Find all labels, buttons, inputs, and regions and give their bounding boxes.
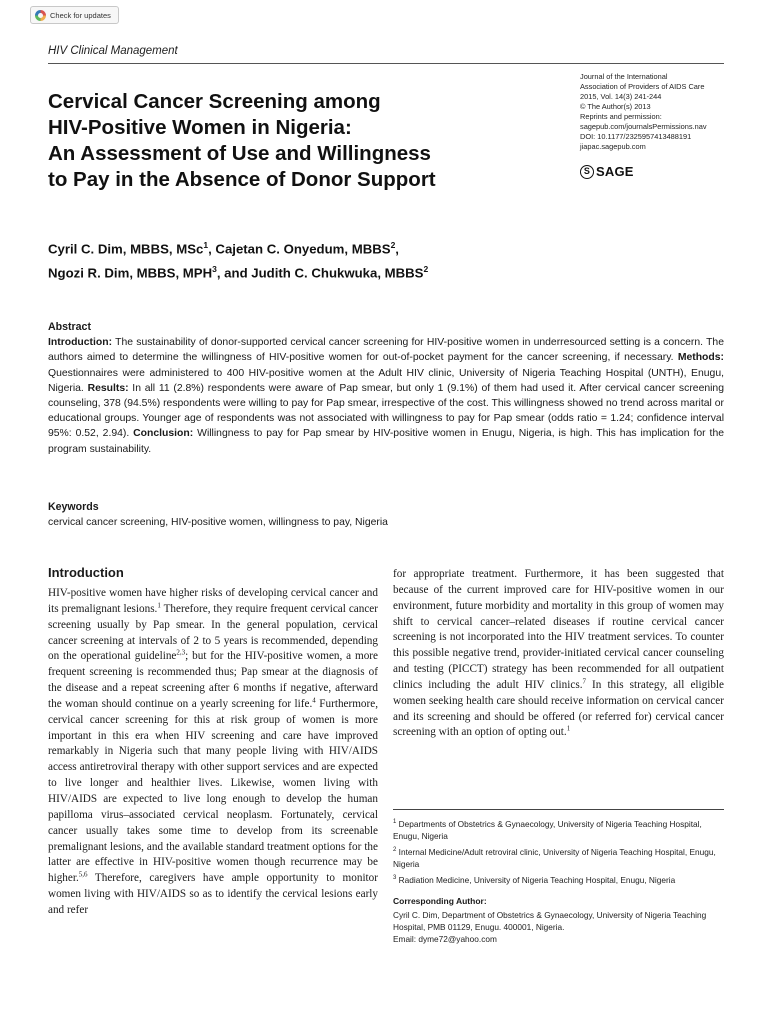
journal-line: Journal of the International: [580, 72, 668, 81]
corresponding-author: [393, 909, 724, 946]
header-rule: [48, 63, 724, 64]
journal-site-link[interactable]: jiapac.sagepub.com: [580, 142, 646, 151]
author-name: Cyril C. Dim, MBBS, MSc: [48, 241, 204, 257]
footnote-text: Departments of Obstetrics & Gynaecology, University of Nigeria Teaching Hospital, Enugu, Nigeria: [393, 818, 702, 841]
citation-sup[interactable]: 2,3: [176, 648, 186, 657]
author-line: [48, 235, 708, 259]
body-column-left: [48, 586, 378, 919]
abstract-text: The sustainability of donor-supported cervical cancer screening for HIV-positive women in underresourced setting is a concern. The authors aimed to determine the willingness of HIV-positive women for out-of-pocket payment for the cancer screening, if necessary.: [48, 337, 724, 364]
journal-line: 2015, Vol. 14(3) 241-244: [580, 92, 662, 101]
author-name: Ngozi R. Dim, MBBS, MPH: [48, 265, 213, 281]
introduction-heading: Introduction: [48, 565, 124, 580]
body-text: ; but for the HIV-positive women, a more frequent screening is recommended thus; Pap smear at the diagnosis of the disease and a repeat screening after 6 months if negative, afterward the woman should continue on a yearly screening for life.: [48, 650, 379, 710]
author-list: [48, 235, 708, 284]
section-name: HIV Clinical Management: [48, 45, 178, 57]
body-text: In this strategy, all eligible women seeking health care should receive information on cervical cancer and its screening and should be offered (or referred for) cervical cancer screening with an option of opting out.: [393, 678, 725, 739]
abstract-label: Conclusion:: [133, 428, 194, 440]
title-line: HIV-Positive Women in Nigeria:: [48, 116, 352, 139]
citation-sup[interactable]: 4: [312, 696, 316, 705]
body-column-right: [393, 567, 724, 741]
footnote-text: Internal Medicine/Adult retroviral clinic, University of Nigeria Teaching Hospital, Enugu, Nigeria: [393, 846, 716, 870]
affiliation-sup: 2: [423, 264, 429, 275]
footnote-number: 2: [393, 847, 397, 854]
check-for-updates-label: Check for updates: [50, 10, 111, 20]
journal-line: © The Author(s) 2013: [580, 102, 651, 111]
body-text: HIV-positive women have higher risks of developing cervical cancer and its premalignant lesions.: [48, 587, 378, 615]
citation-sup[interactable]: 1: [566, 724, 571, 733]
abstract-text: Willingness to pay for Pap smear by HIV-positive women in Enugu, Nigeria, is high. This has implication for the program sustainability.: [48, 428, 724, 455]
affiliation-note: [393, 844, 724, 870]
crossmark-icon: [35, 10, 46, 21]
abstract-label: Introduction:: [48, 337, 113, 349]
abstract-text: Questionnaires were administered to 400 HIV-positive women at the Adult HIV clinic, University of Nigeria Teaching Hospital (UNTH), Enugu, Nigeria.: [48, 367, 724, 394]
abstract-label: Methods:: [677, 352, 724, 364]
abstract-label: Results:: [87, 382, 129, 394]
citation-sup[interactable]: 7: [582, 677, 586, 686]
title-line: to Pay in the Absence of Donor Support: [48, 168, 436, 191]
title-line: An Assessment of Use and Willingness: [48, 142, 431, 165]
footnote-number: 1: [393, 819, 397, 825]
title-line: Cervical Cancer Screening among: [48, 90, 381, 113]
article-title: [48, 89, 518, 193]
affiliations: [393, 816, 724, 888]
author-name: , and Judith C. Chukwuka, MBBS: [216, 265, 424, 281]
abstract-text: In all 11 (2.8%) respondents were aware of Pap smear, but only 1 (9.1%) of them had used it. After cervical cancer screening counseling, 378 (94.5%) respondents were willing to pay for Pap smear, irrespective of the cost. This willingness showed no trend across marital or educational groups. Younger age of respondents was not associated with willingness to pay for Pap smear (odds ratio = 1.24; confidence interval 95%: 0.52, 2.94).: [48, 382, 724, 440]
citation-sup[interactable]: 1: [157, 601, 161, 610]
corresponding-address: Cyril C. Dim, Department of Obstetrics & Gynaecology, University of Nigeria Teaching Hospital, PMB 01129, Enugu. 400001, Nigeria.: [393, 910, 707, 933]
journal-permissions-link[interactable]: sagepub.com/journalsPermissions.nav: [580, 122, 707, 131]
body-text: Furthermore, cervical cancer screening for this at risk group of women is more important in this era when HIV screening and care have improved remarkably in Nigeria such that many people living with HIV/AIDS access antiretroviral therapy with other support services and are expected to live longer and healthier lives. Likewise, women living with HIV/AIDS are expected to live long enough to develop the human papilloma virus–associated cervical neoplasm. Fortunately, cervical cancer usually takes some time to develop from its screenable premalignant lesions, and the available standard treatment options for the latter are effective in HIV-positive women though recurrence may be higher.: [48, 697, 379, 885]
citation-sup[interactable]: 5,6: [78, 870, 88, 879]
publisher-logo: [580, 164, 634, 179]
corresponding-email[interactable]: Email: dyme72@yahoo.com: [393, 934, 497, 945]
body-text: for appropriate treatment. Furthermore, it has been suggested that because of the current improved care for HIV-positive women in our environment, future morbidity and mortality in this group of women may shift to cervical cancer–related diseases if routine cervical cancer screening is not incorporated into the HIV treatment services. To counter this possible negative trend, provider-initiated cervical cancer counseling and testing (PICCT) strategy has been recommended for all outpatient clinics including the adult HIV clinics.: [393, 568, 724, 691]
keywords-heading: Keywords: [48, 501, 99, 513]
body-text: Therefore, they require frequent cervical cancer screening usually by Pap smear. In the general population, cervical cancer screening at intervals of 2 to 5 years is recommended, depending on the operational guideline: [48, 602, 378, 663]
publisher-name: SAGE: [596, 164, 634, 179]
affiliation-sup: 3: [212, 264, 217, 275]
author-name: , Cajetan C. Onyedum, MBBS: [208, 241, 391, 257]
check-for-updates-button[interactable]: [30, 6, 119, 24]
affiliation-note: [393, 872, 724, 886]
author-separator: ,: [395, 241, 399, 257]
affiliation-sup: 2: [390, 240, 396, 250]
footnote-number: 3: [393, 875, 397, 882]
keywords-text: cervical cancer screening, HIV-positive women, willingness to pay, Nigeria: [48, 517, 388, 528]
journal-line: Association of Providers of AIDS Care: [580, 82, 705, 91]
abstract-heading: Abstract: [48, 321, 91, 333]
footnote-rule: [393, 809, 724, 810]
journal-info: [580, 72, 730, 152]
affiliation-note: [393, 816, 724, 842]
author-line: [48, 259, 708, 283]
journal-line: Reprints and permission:: [580, 112, 662, 121]
sage-logo-icon: S: [580, 165, 594, 179]
affiliation-sup: 1: [203, 240, 209, 250]
body-text: Therefore, caregivers have ample opportunity to monitor women living with HIV/AIDS so as to identify the cervical lesions early and refer: [48, 872, 378, 916]
corresponding-author-heading: Corresponding Author:: [393, 896, 487, 906]
abstract-body: [48, 335, 724, 457]
footnote-text: Radiation Medicine, University of Nigeria Teaching Hospital, Enugu, Nigeria: [396, 875, 676, 886]
abstract: [48, 320, 724, 457]
journal-doi-link[interactable]: DOI: 10.1177/2325957413488191: [580, 132, 692, 141]
